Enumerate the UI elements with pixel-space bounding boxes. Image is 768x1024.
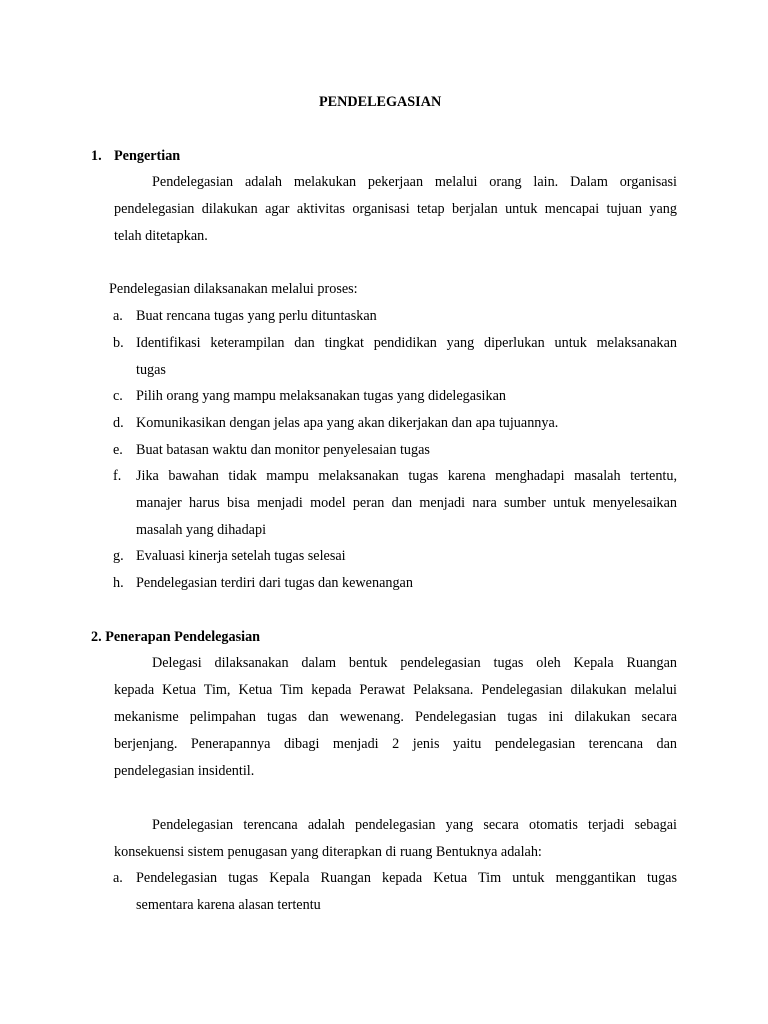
section-2-paragraph-line: Delegasi dilaksanakan dalam bentuk pendelegasian tugas oleh Kepala Ruangan xyxy=(152,655,677,671)
list-marker: g. xyxy=(113,548,124,564)
list-marker: a. xyxy=(113,870,123,886)
list-item-text: Jika bawahan tidak mampu melaksanakan tugas karena menghadapi masalah tertentu, xyxy=(136,468,677,484)
list-marker: b. xyxy=(113,335,124,351)
list-item-text: Pilih orang yang mampu melaksanakan tugas yang didelegasikan xyxy=(136,388,506,404)
process-intro: Pendelegasian dilaksanakan melalui proses: xyxy=(109,281,358,297)
list-item-text: Evaluasi kinerja setelah tugas selesai xyxy=(136,548,346,564)
document-title: PENDELEGASIAN xyxy=(319,94,442,110)
list-item-text: Buat rencana tugas yang perlu dituntaskan xyxy=(136,308,377,324)
section-1-paragraph-line: Pendelegasian adalah melakukan pekerjaan melalui orang lain. Dalam organisasi xyxy=(152,174,677,190)
section-1-paragraph-line: pendelegasian dilakukan agar aktivitas organisasi tetap berjalan untuk mencapai tujuan yang xyxy=(114,201,677,217)
section-2-paragraph-line: mekanisme pelimpahan tugas dan wewenang. Pendelegasian tugas ini dilakukan secara xyxy=(114,709,677,725)
list-marker: c. xyxy=(113,388,123,404)
list-marker: f. xyxy=(113,468,122,484)
section-1-heading: Pengertian xyxy=(114,148,181,164)
list-item-text: Identifikasi keterampilan dan tingkat pendidikan yang diperlukan untuk melaksanakan xyxy=(136,335,677,351)
section-2-paragraph-line: kepada Ketua Tim, Ketua Tim kepada Perawat Pelaksana. Pendelegasian dilakukan melalui xyxy=(114,682,677,698)
list-item-text: Pendelegasian terdiri dari tugas dan kewenangan xyxy=(136,575,413,591)
list-marker: h. xyxy=(113,575,124,591)
list-marker: d. xyxy=(113,415,124,431)
list-item-text: manajer harus bisa menjadi model peran dan menjadi nara sumber untuk menyelesaikan xyxy=(136,495,677,511)
list-marker: a. xyxy=(113,308,123,324)
section-2-paragraph-line: pendelegasian insidentil. xyxy=(114,763,255,779)
list-marker: e. xyxy=(113,442,123,458)
list-item-text: masalah yang dihadapi xyxy=(136,522,267,538)
section-2-paragraph-line: konsekuensi sistem penugasan yang diterapkan di ruang Bentuknya adalah: xyxy=(114,844,542,860)
list-item-text: tugas xyxy=(136,362,166,378)
section-1-paragraph-line: telah ditetapkan. xyxy=(114,228,208,244)
section-2-paragraph-line: Pendelegasian terencana adalah pendelegasian yang secara otomatis terjadi sebagai xyxy=(152,817,677,833)
section-2-heading: 2. Penerapan Pendelegasian xyxy=(91,629,261,645)
list-item-text: Buat batasan waktu dan monitor penyelesaian tugas xyxy=(136,442,430,458)
section-2-paragraph-line: berjenjang. Penerapannya dibagi menjadi 2 jenis yaitu pendelegasian terencana dan xyxy=(114,736,677,752)
list-item-text: sementara karena alasan tertentu xyxy=(136,897,321,913)
section-1-number: 1. xyxy=(91,148,102,164)
list-item-text: Pendelegasian tugas Kepala Ruangan kepada Ketua Tim untuk menggantikan tugas xyxy=(136,870,677,886)
list-item-text: Komunikasikan dengan jelas apa yang akan dikerjakan dan apa tujuannya. xyxy=(136,415,559,431)
